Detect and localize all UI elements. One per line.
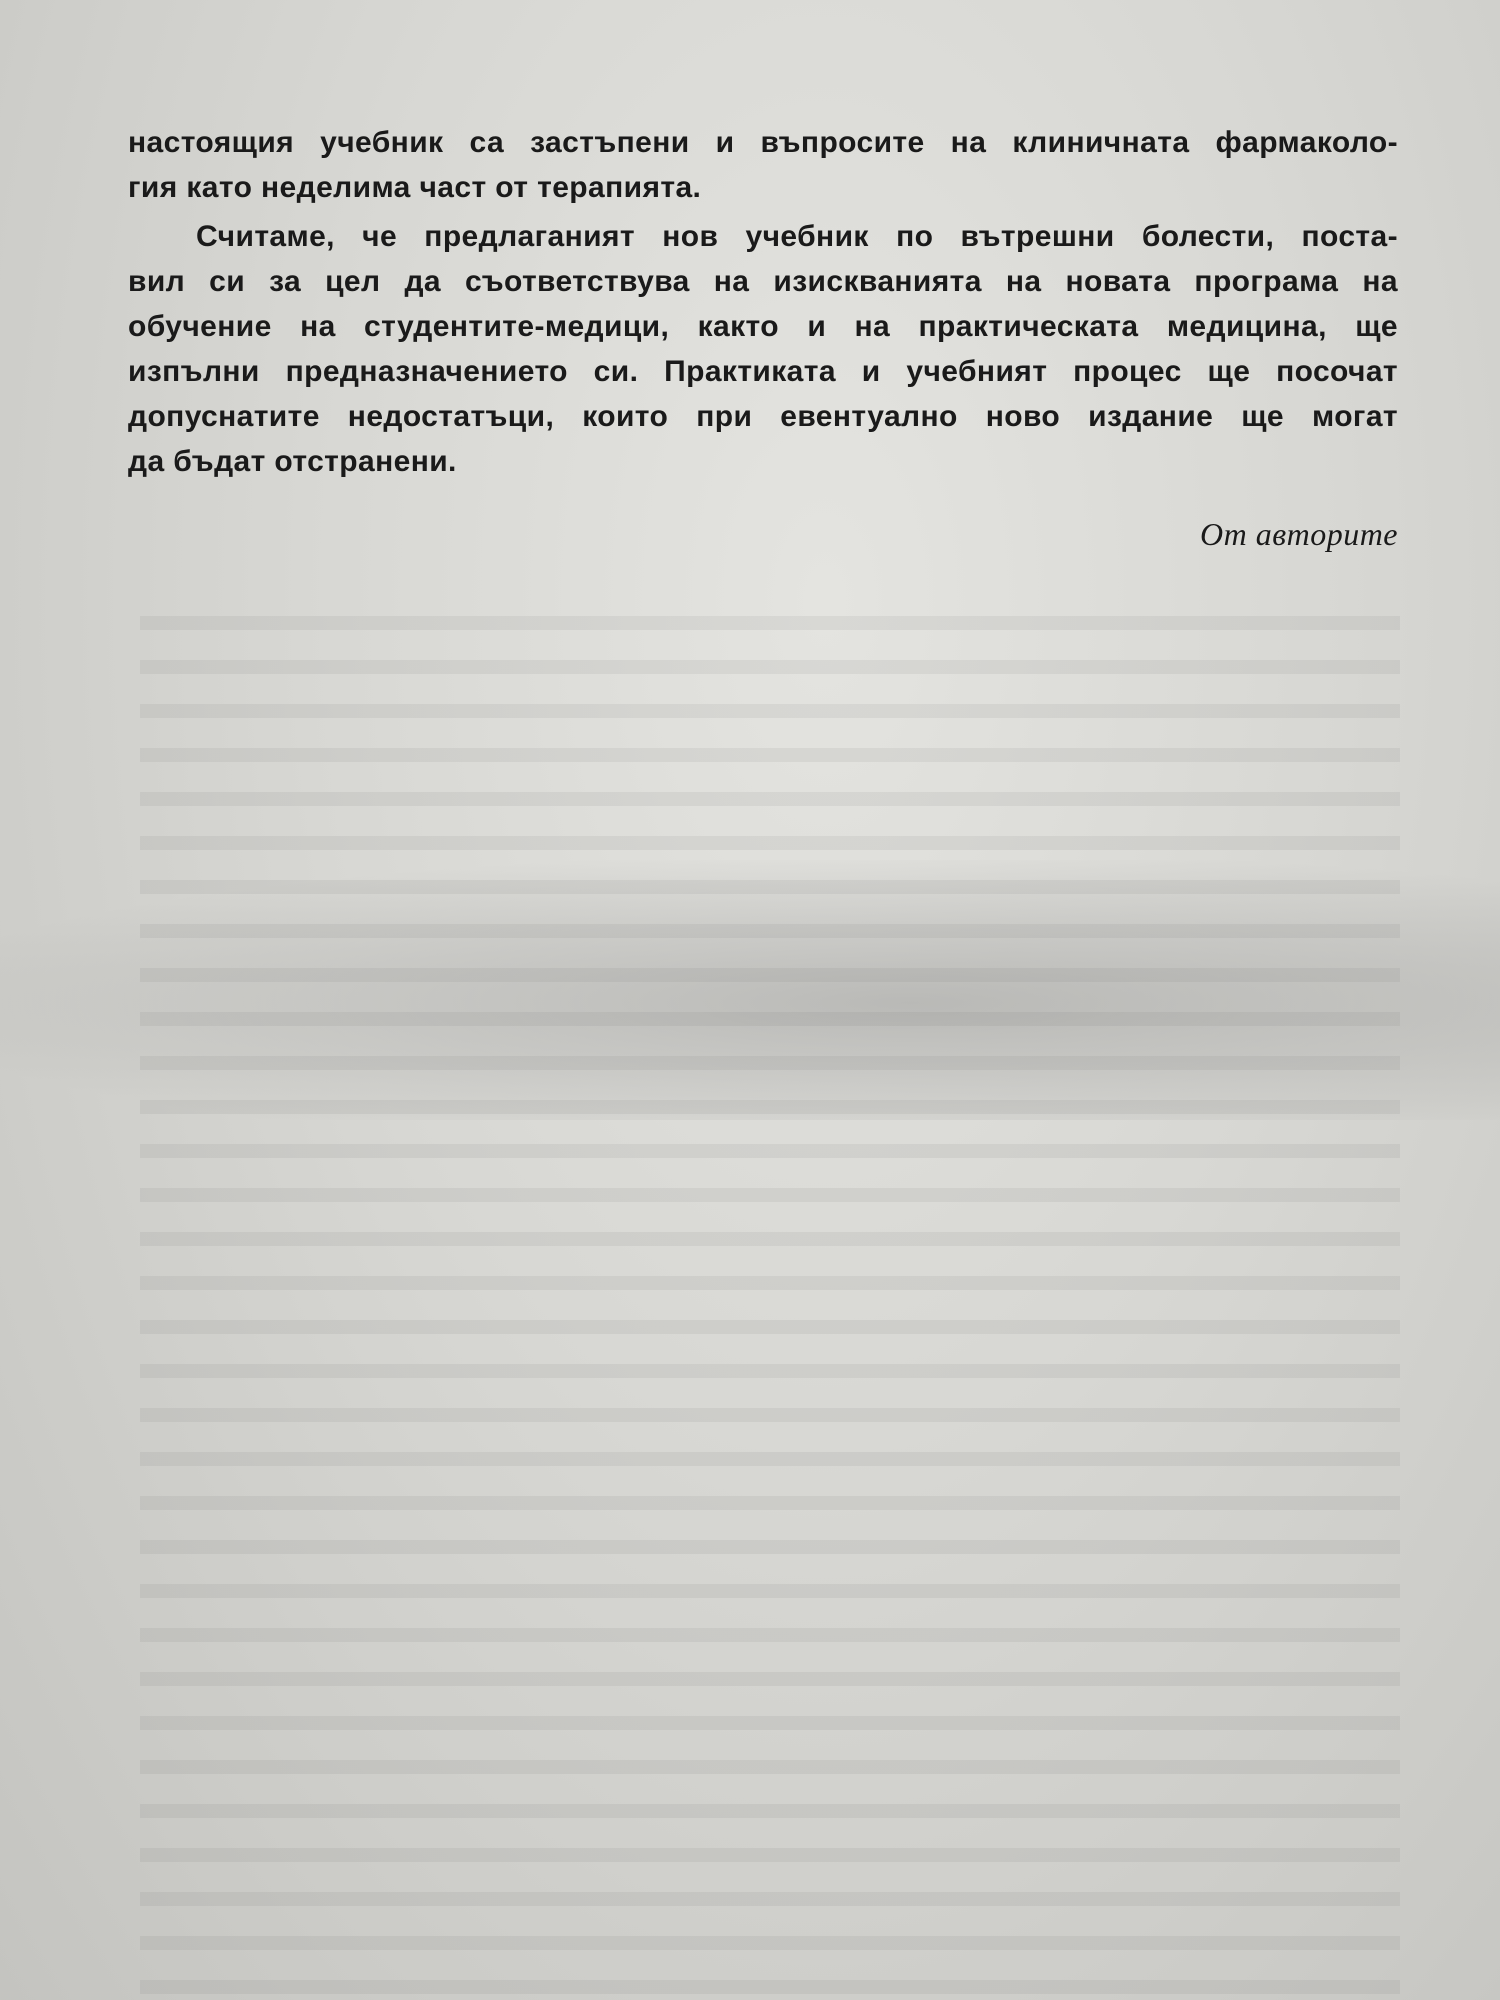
paragraph-2-line-5: допуснатите недостатъци, които при евентуално ново издание ще могат <box>128 400 1398 433</box>
page-smudge <box>0 860 1500 1120</box>
paragraph-2-line-3: обучение на студентите-медици, както и на практическата медицина, ще <box>128 310 1398 343</box>
paragraph-2-line-2: вил си за цел да съответствува на изискванията на новата програма на <box>128 265 1398 298</box>
paragraph-2-line-6: да бъдат отстранени. <box>128 445 457 478</box>
bleed-through-text <box>140 590 1400 2000</box>
paragraph-2-line-1: Считаме, че предлаганият нов учебник по вътрешни болести, поста- <box>196 220 1398 253</box>
paragraph-2-line-4: изпълни предназначението си. Практиката и учебният процес ще посочат <box>128 355 1398 388</box>
paragraph-1-line-2: гия като неделима част от терапията. <box>128 171 702 204</box>
body-text <box>128 120 1398 484</box>
paragraph-1-line-1: настоящия учебник са застъпени и въпросите на клиничната фармаколо- <box>128 126 1398 159</box>
authors-signature: От авторите <box>1199 516 1398 552</box>
